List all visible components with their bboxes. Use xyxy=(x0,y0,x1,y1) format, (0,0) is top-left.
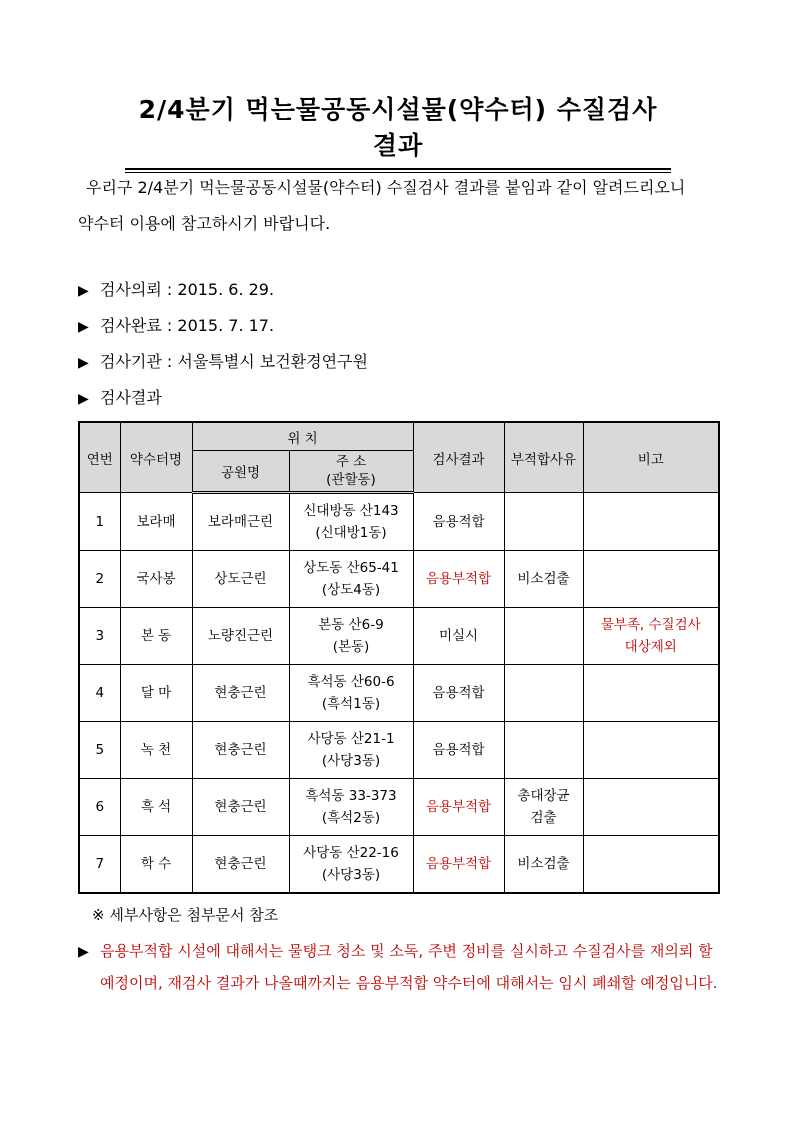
cell-reason: 총대장균 검출 xyxy=(504,779,583,836)
address-line: 흑석동 33-373 xyxy=(305,788,397,804)
cell-park: 현충근린 xyxy=(192,722,289,779)
cell-address xyxy=(289,779,413,836)
cell-name: 흑 석 xyxy=(120,779,192,836)
info-list xyxy=(78,280,728,424)
table-row xyxy=(79,665,719,722)
district-line: (사당3동) xyxy=(321,753,381,769)
cell-remark xyxy=(583,722,719,779)
address-line: 사당동 산21-1 xyxy=(307,731,395,747)
cell-address xyxy=(289,722,413,779)
cell-remark xyxy=(583,551,719,608)
cell-result: 음용적합 xyxy=(413,722,504,779)
address-line: 흑석동 산60-6 xyxy=(307,674,395,690)
cell-remark xyxy=(583,665,719,722)
intro-line-1: 우리구 2/4분기 먹는물공동시설물(약수터) 수질검사 결과를 붙임과 같이 알려드리오니 xyxy=(86,178,686,197)
header-address xyxy=(289,451,413,493)
header-result: 검사결과 xyxy=(413,422,504,493)
intro-line-2: 약수터 이용에 참고하시기 바랍니다. xyxy=(78,214,331,233)
table-row xyxy=(79,779,719,836)
reference-note: ※ 세부사항은 첨부문서 참조 xyxy=(92,906,279,924)
district-line: (사당3동) xyxy=(321,867,381,883)
cell-remark xyxy=(583,836,719,894)
cell-no: 6 xyxy=(79,779,120,836)
info-request-date xyxy=(78,280,728,316)
triangle-right-icon: ▶ xyxy=(78,319,89,335)
cell-reason: 비소검출 xyxy=(504,836,583,894)
header-address-main: 주 소 xyxy=(335,454,367,470)
cell-name: 학 수 xyxy=(120,836,192,894)
warning-text: 음용부적합 시설에 대해서는 물탱크 청소 및 소독, 주변 정비를 실시하고 수질검사를 재의뢰 할 xyxy=(100,942,713,960)
cell-name: 국사봉 xyxy=(120,551,192,608)
triangle-right-icon: ▶ xyxy=(78,944,89,960)
cell-address xyxy=(289,836,413,894)
cell-no: 7 xyxy=(79,836,120,894)
district-line: (흑석1동) xyxy=(321,696,381,712)
district-line: (본동) xyxy=(332,639,370,655)
header-park: 공원명 xyxy=(192,451,289,493)
cell-result: 음용부적합 xyxy=(413,551,504,608)
info-agency xyxy=(78,352,728,388)
cell-address xyxy=(289,551,413,608)
results-table xyxy=(78,421,720,894)
warning-line-2: 예정이며, 재검사 결과가 나올때까지는 음용부적합 약수터에 대해서는 임시 폐쇄할 예정입니다. xyxy=(100,974,718,992)
cell-result: 음용부적합 xyxy=(413,836,504,894)
info-result-heading xyxy=(78,388,728,424)
address-line: 사당동 산22-16 xyxy=(303,845,399,861)
cell-no: 4 xyxy=(79,665,120,722)
triangle-right-icon: ▶ xyxy=(78,355,89,371)
cell-no: 5 xyxy=(79,722,120,779)
address-line: 본동 산6-9 xyxy=(318,617,384,633)
intro-paragraph xyxy=(78,170,728,242)
table-row xyxy=(79,608,719,665)
warning-line-1 xyxy=(78,936,728,968)
cell-result: 미실시 xyxy=(413,608,504,665)
district-line: (흑석2동) xyxy=(321,810,381,826)
cell-address xyxy=(289,665,413,722)
cell-reason xyxy=(504,608,583,665)
cell-reason xyxy=(504,493,583,551)
cell-park: 상도근린 xyxy=(192,551,289,608)
document-header xyxy=(125,90,671,173)
district-line: (상도4동) xyxy=(321,582,381,598)
cell-result: 음용부적합 xyxy=(413,779,504,836)
cell-reason: 비소검출 xyxy=(504,551,583,608)
cell-name: 본 동 xyxy=(120,608,192,665)
table-row xyxy=(79,836,719,894)
warning-notice xyxy=(78,936,728,999)
cell-reason xyxy=(504,665,583,722)
cell-no: 1 xyxy=(79,493,120,551)
header-location: 위 치 xyxy=(192,422,413,451)
info-text: 검사의뢰 : 2015. 6. 29. xyxy=(100,280,275,299)
cell-park: 보라매근린 xyxy=(192,493,289,551)
cell-park: 노량진근린 xyxy=(192,608,289,665)
table-row xyxy=(79,493,719,551)
table-row xyxy=(79,551,719,608)
info-text: 검사기관 : 서울특별시 보건환경연구원 xyxy=(100,352,368,371)
cell-address xyxy=(289,493,413,551)
header-reason: 부적합사유 xyxy=(504,422,583,493)
info-text: 검사결과 xyxy=(100,388,162,407)
triangle-right-icon: ▶ xyxy=(78,391,89,407)
district-line: (신대방1동) xyxy=(315,525,387,541)
address-line: 상도동 산65-41 xyxy=(303,560,399,576)
table-row xyxy=(79,722,719,779)
cell-name: 보라매 xyxy=(120,493,192,551)
triangle-right-icon: ▶ xyxy=(78,283,89,299)
header-remark: 비고 xyxy=(583,422,719,493)
cell-name: 녹 천 xyxy=(120,722,192,779)
address-line: 신대방동 산143 xyxy=(303,503,399,519)
cell-no: 3 xyxy=(79,608,120,665)
cell-name: 달 마 xyxy=(120,665,192,722)
header-no: 연번 xyxy=(79,422,120,493)
cell-remark: 물부족, 수질검사 대상제외 xyxy=(583,608,719,665)
cell-park: 현충근린 xyxy=(192,779,289,836)
info-text: 검사완료 : 2015. 7. 17. xyxy=(100,316,275,335)
info-complete-date xyxy=(78,316,728,352)
cell-park: 현충근린 xyxy=(192,665,289,722)
cell-park: 현충근린 xyxy=(192,836,289,894)
header-name: 약수터명 xyxy=(120,422,192,493)
cell-remark xyxy=(583,779,719,836)
cell-result: 음용적합 xyxy=(413,665,504,722)
cell-no: 2 xyxy=(79,551,120,608)
header-address-sub: (관할동) xyxy=(326,472,376,488)
cell-reason xyxy=(504,722,583,779)
document-title: 2/4분기 먹는물공동시설물(약수터) 수질검사 결과 xyxy=(138,95,658,160)
cell-address xyxy=(289,608,413,665)
cell-result: 음용적합 xyxy=(413,493,504,551)
cell-remark xyxy=(583,493,719,551)
